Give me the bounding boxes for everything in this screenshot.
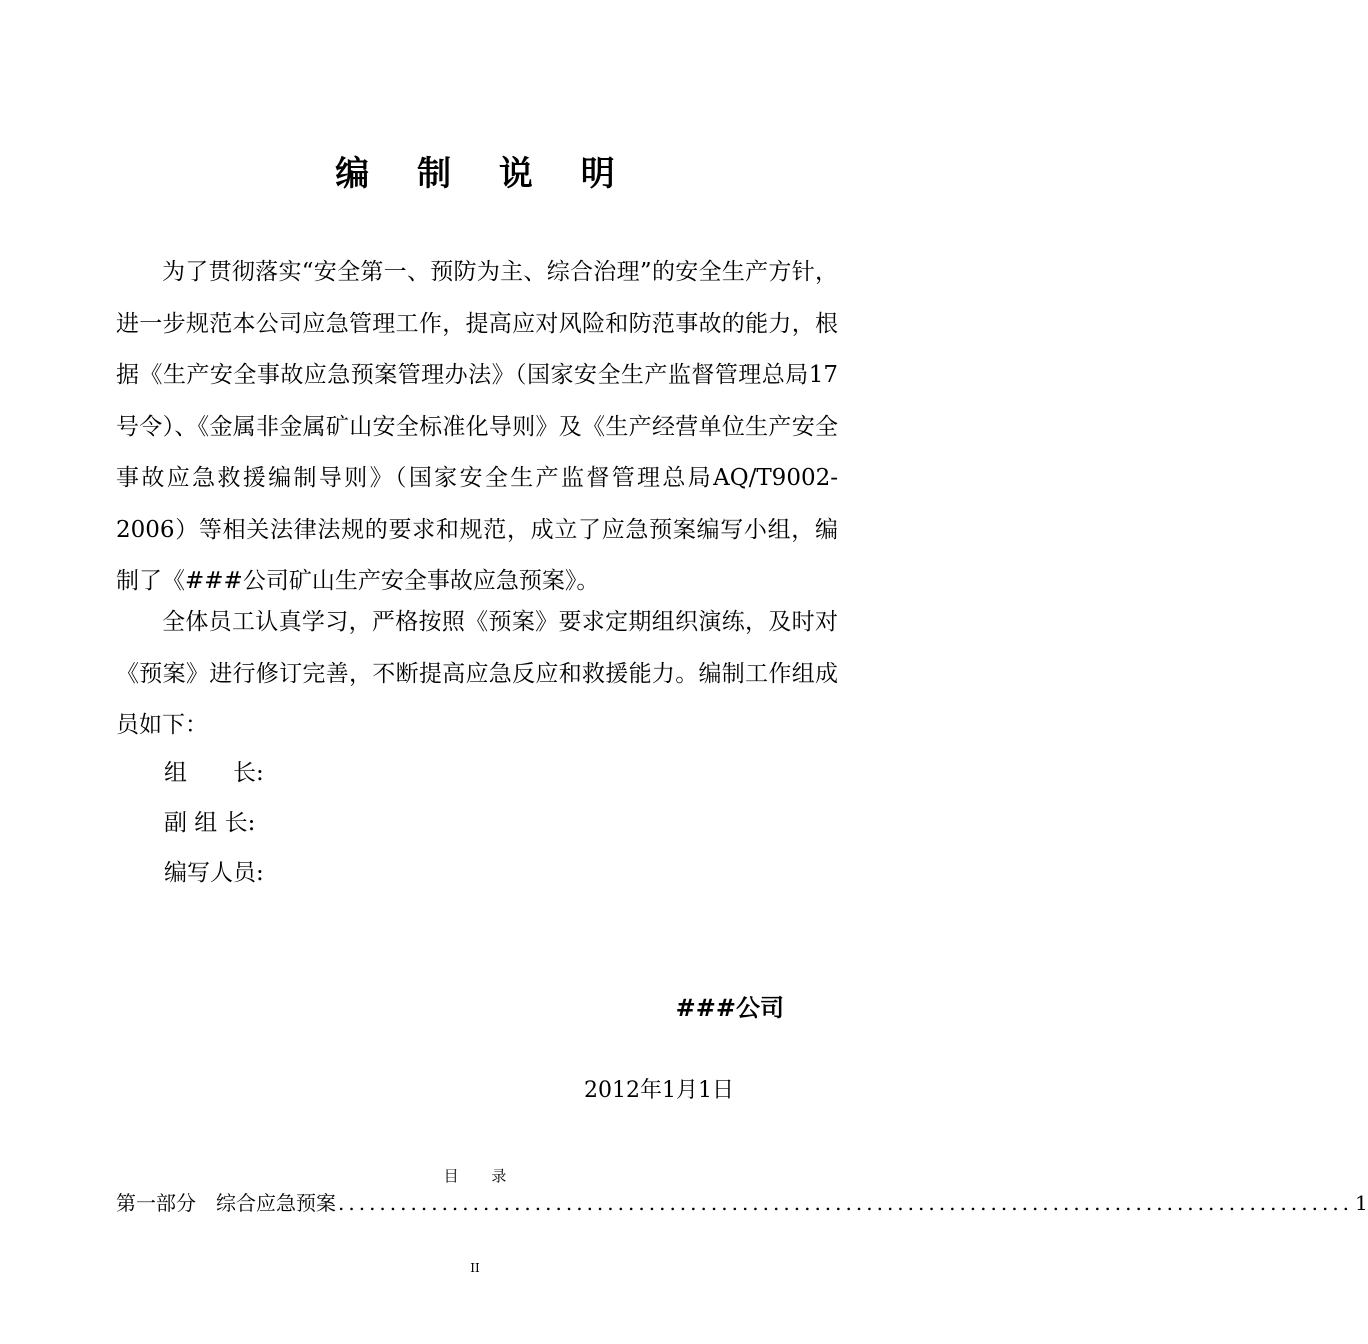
intro-paragraph — [116, 247, 838, 608]
member-row-leader — [164, 748, 272, 798]
page-number: II — [470, 1261, 480, 1275]
paragraph-text: 为了贯彻落实“安全第一、预防为主、综合治理”的安全生产方针，进一步规范本公司应急管理工作，提高应对风险和防范事故的能力，根据《生产安全事故应急预案管理办法》（国家安全生产监督管理总局17号令）、《金属非金属矿山安全标准化导则》及《生产经营单位生产安全事故应急救援编制导则》（国家安全生产监督管理总局AQ/T9002-2006）等相关法律法规的要求和规范，成立了应急预案编写小组，编制了《###公司矿山生产安全事故应急预案》。 — [116, 259, 838, 594]
member-row-deputy — [164, 798, 272, 848]
member-label: 组 长: — [164, 760, 264, 786]
member-label: 编写人员: — [164, 860, 264, 886]
document-title: 编 制 说 明 — [335, 154, 633, 194]
document-date: 2012年1月1日 — [584, 1078, 734, 1103]
toc-entry-label: 第一部分 综合应急预案 — [116, 1191, 336, 1215]
member-label: 副 组 长: — [164, 810, 256, 836]
company-signature: ###公司 — [675, 994, 784, 1022]
team-paragraph — [116, 597, 838, 752]
team-member-list — [164, 748, 272, 898]
toc-title: 目 录 — [443, 1167, 521, 1185]
toc-leader-dots: .................................................................................................. — [338, 1191, 1354, 1215]
paragraph-text: 全体员工认真学习，严格按照《预案》要求定期组织演练，及时对《预案》进行修订完善，不断提高应急反应和救援能力。编制工作组成员如下： — [116, 609, 838, 738]
toc-entry-page: 1 — [1355, 1191, 1368, 1215]
toc-entry[interactable] — [116, 1186, 1368, 1220]
member-row-writers — [164, 848, 272, 898]
